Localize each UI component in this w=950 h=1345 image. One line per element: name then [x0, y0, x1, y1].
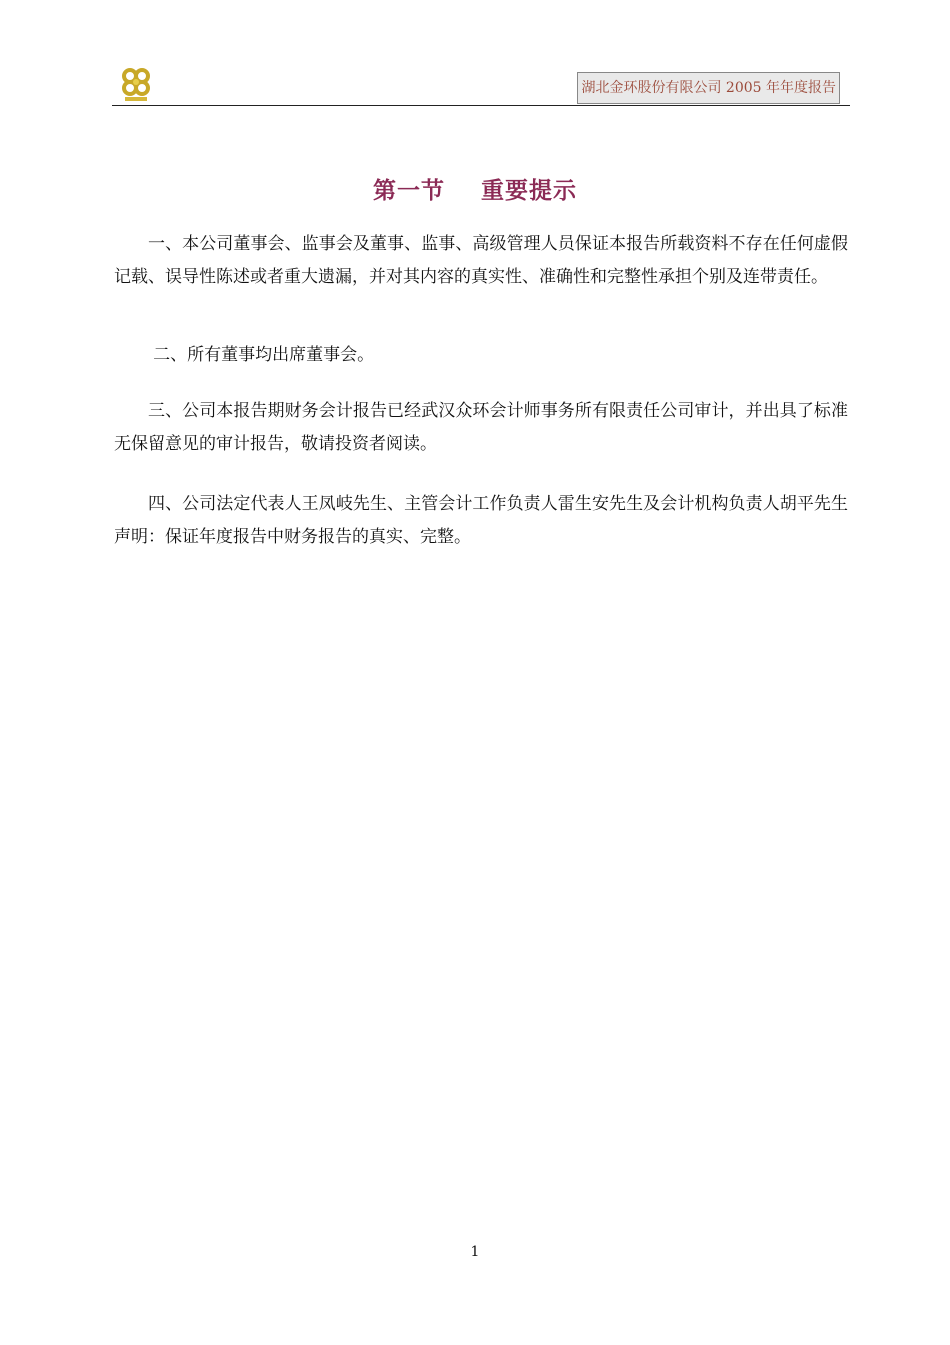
paragraph-3: 三、公司本报告期财务会计报告已经武汉众环会计师事务所有限责任公司审计，并出具了标准无保留意见的审计报告，敬请投资者阅读。	[114, 401, 848, 454]
paragraph-2: 二、所有董事均出席董事会。	[153, 345, 375, 365]
page-number: 1	[470, 1244, 480, 1260]
section-title: 第一节 重要提示	[372, 177, 578, 204]
paragraph-4: 四、公司法定代表人王凤岐先生、主管会计工作负责人雷生安先生及会计机构负责人胡平先生声明：保证年度报告中财务报告的真实、完整。	[114, 494, 848, 547]
company-logo-icon	[116, 64, 156, 104]
paragraph-1: 一、本公司董事会、监事会及董事、监事、高级管理人员保证本报告所载资料不存在任何虚假记载、误导性陈述或者重大遗漏，并对其内容的真实性、准确性和完整性承担个别及连带责任。	[114, 234, 848, 287]
report-header-title: 湖北金环股份有限公司 2005 年年度报告	[577, 72, 840, 104]
header-divider	[112, 105, 850, 106]
